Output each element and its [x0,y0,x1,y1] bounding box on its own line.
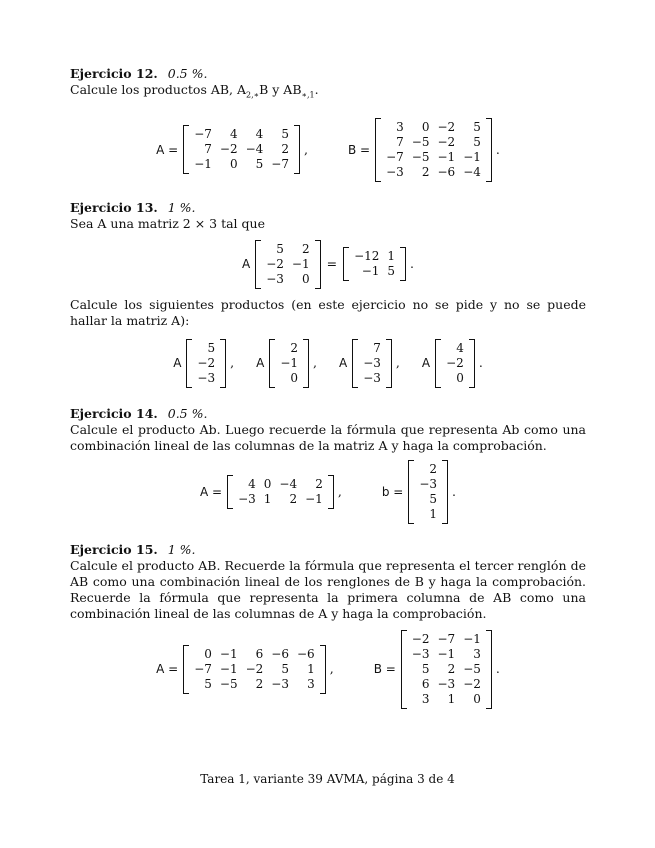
matrix-cell: 1 [429,506,438,521]
matrix-cell: 7 [373,340,381,355]
matrix-cell: −1 [194,157,212,171]
matrix-cell: −2 [446,355,464,370]
matrix-cell: −1 [463,631,481,646]
matrix-a [183,645,326,694]
matrix-cell: 0 [229,157,238,171]
matrix-cell: −1 [437,646,456,661]
exercise-points: 1 %. [167,199,196,215]
matrix-cell: −3 [197,370,216,385]
matrix-label-a: A [173,356,182,370]
exercise-15-text: Calcule el producto AB. Recuerde la fórmula que representa el tercer renglón de AB como una combinación lineal de los renglones de B y haga la comprobación. Recuerde la fórmula que representa la primera columna de AB como una combinación lineal de las columnas de A y haga la comprobación. [70,557,586,621]
matrix-cell: 1 [307,661,315,676]
matrix-cell: −1 [361,264,380,278]
matrix-cell: 2 [315,476,323,491]
exercise-13-equation: A 5 2 −2 −1 −3 0 = −12 1 −1 5 . [70,240,586,289]
matrix-label-b: B = [373,662,396,676]
matrix-cell: 5 [429,491,438,506]
matrix-cell: −2 [266,256,284,271]
matrix-cell: −5 [219,676,238,691]
matrix-b [401,630,492,709]
exercise-14 [70,406,586,524]
matrix-cell: −1 [305,491,323,506]
matrix-cell: −2 [411,631,430,646]
matrix-cell: 3 [396,119,404,134]
matrix-cell: 0 [263,476,272,491]
exercise-12 [70,66,586,182]
matrix-cell: 3 [307,676,315,691]
matrix-cell: −1 [219,646,238,661]
exercise-title: Ejercicio 12. [70,66,158,81]
matrix-cell: 5 [421,661,430,676]
matrix-cell: −6 [437,164,456,179]
matrix-cell: −4 [463,164,481,179]
matrix-cell: −12 [354,249,380,263]
matrix-cell: −3 [419,476,438,491]
matrix-label-a: A [421,356,431,370]
matrix-cell: −4 [245,142,264,156]
vector-4 [435,339,475,388]
matrix-cell: −2 [437,134,456,149]
page-footer: Tarea 1, variante 39 AVMA, página 3 de 4 [200,772,455,786]
exercise-13-header [70,200,586,216]
matrix-cell: 5 [281,127,289,141]
matrix-cell: 0 [290,370,299,385]
matrix-cell: 1 [387,249,396,263]
matrix-cell: 2 [447,661,456,676]
matrix-cell: 3 [473,646,481,661]
exercise-points: 0.5 %. [167,405,208,421]
matrix-cell: 0 [421,119,430,134]
exercise-title: Ejercicio 15. [70,541,158,557]
exercise-15-header [70,542,586,558]
exercise-13-products: A 5 −2 −3 , A 2 −1 0 , A 7 −3 −3 , A 4 −2 0 . [70,339,586,388]
matrix-cell: 4 [229,127,238,141]
matrix-cell: −1 [463,149,481,164]
matrix-cell: −1 [437,149,456,164]
matrix-cell: −3 [266,271,284,286]
vector-b [408,460,448,524]
matrix-cell: −2 [245,661,264,676]
matrix-cell: −3 [363,370,381,385]
matrix-cell: 5 [207,340,216,355]
matrix-cell: 5 [276,241,284,256]
matrix-cell: 6 [421,676,430,691]
matrix-cell: 3 [421,691,430,706]
matrix-cell: 1 [263,491,272,506]
exercise-12-header [70,66,586,82]
matrix-m [255,240,320,289]
matrix-cell: 2 [281,142,289,156]
matrix-cell: 0 [473,691,481,706]
matrix-cell: 0 [301,271,310,286]
exercise-15 [70,542,586,709]
exercise-12-matrices: A = −7 4 4 5 7 −2 −4 2 −1 0 5 −7 , B = 3 0 −2 5 7 −5 −2 5 −7 −5 −1 −1 −3 2 −6 −4 . [70,118,586,182]
matrix-label-a: A = [156,662,179,676]
exercise-title: Ejercicio 13. [70,199,158,215]
matrix-cell: −7 [437,631,456,646]
matrix-cell: 0 [204,646,212,661]
exercise-points: 1 %. [167,541,196,557]
matrix-b [375,118,492,182]
matrix-cell: 4 [456,340,464,355]
matrix-cell: 2 [289,491,298,506]
matrix-cell: 2 [255,676,264,691]
exercise-15-matrices: A = 0 −1 6 −6 −6 −7 −1 −2 5 1 5 −5 2 −3 3 , B = −2 −7 −1 −3 −1 3 5 2 −5 6 −3 −2 3 1 0 . [70,630,586,709]
matrix-cell: 5 [473,134,481,149]
matrix-cell: −6 [271,646,289,661]
matrix-cell: −3 [437,676,456,691]
vector-3 [352,339,392,388]
matrix-cell: −7 [271,157,289,171]
exercise-13 [70,200,586,388]
matrix-label-a: A [241,257,251,271]
exercise-14-text: Calcule el producto Ab. Luego recuerde la fórmula que representa Ab como una combinación lineal de las columnas de la matriz A y haga la comprobación. [70,421,586,453]
vector-2 [269,339,309,388]
matrix-cell: 4 [255,127,264,141]
matrix-cell: 5 [255,157,264,171]
matrix-cell: 4 [248,476,256,491]
matrix-cell: −1 [219,661,238,676]
exercise-13-text2: Calcule los siguientes productos (en este ejercicio no se pide y no se puede hallar la matriz A): [70,296,586,328]
matrix-label-a: A = [156,142,179,157]
exercise-title: Ejercicio 14. [70,405,158,421]
matrix-cell: 0 [456,370,464,385]
exercise-12-text: Calcule los productos AB, $A_{2,∗}B$ y $AB_{∗,1}$. [70,82,319,100]
matrix-cell: 5 [387,264,396,278]
matrix-label-a: A [339,356,348,370]
matrix-cell: −3 [271,676,289,691]
matrix-cell: −7 [194,661,212,676]
matrix-cell: −6 [297,646,315,661]
matrix-cell: −2 [219,142,238,156]
matrix-cell: −3 [363,355,381,370]
matrix-cell: 7 [396,134,404,149]
exercise-13-text: Sea A una matriz 2 × 3 tal que [70,215,265,231]
matrix-cell: −4 [279,476,298,491]
matrix-cell: 7 [204,142,212,156]
matrix-cell: 2 [301,241,310,256]
matrix-a [227,475,334,509]
matrix-cell: 6 [255,646,264,661]
matrix-cell: −2 [197,355,216,370]
matrix-label-a: A [256,356,265,370]
matrix-cell: −3 [411,646,430,661]
matrix-label-a: A = [200,484,223,499]
matrix-cell: 2 [290,340,299,355]
matrix-cell: −3 [386,164,404,179]
matrix-cell: −2 [437,119,456,134]
matrix-a [183,125,300,174]
matrix-cell: −3 [238,491,256,506]
exercise-14-matrices: A = 4 0 −4 2 −3 1 2 −1 , b = 2 −3 5 1 . [70,460,586,524]
matrix-cell: −1 [280,355,299,370]
matrix-cell: −7 [194,127,212,141]
matrix-cell: 1 [447,691,456,706]
matrix-cell: −5 [411,134,430,149]
matrix-cell: −2 [463,676,481,691]
exercise-points: 0.5 %. [167,66,208,81]
exercise-14-header [70,406,586,422]
page-content [70,66,586,709]
matrix-cell: 5 [281,661,289,676]
matrix-cell: 2 [429,461,438,476]
matrix-label-b: B = [347,142,371,157]
matrix-cell: 5 [204,676,212,691]
vector-1 [186,339,226,388]
matrix-cell: −5 [411,149,430,164]
matrix-cell: −7 [386,149,404,164]
matrix-cell: −1 [291,256,310,271]
vector-label-b: b = [381,484,404,499]
matrix-cell: 2 [421,164,430,179]
matrix-cell: 5 [473,119,481,134]
matrix-cell: −5 [463,661,481,676]
matrix-result [343,247,406,281]
